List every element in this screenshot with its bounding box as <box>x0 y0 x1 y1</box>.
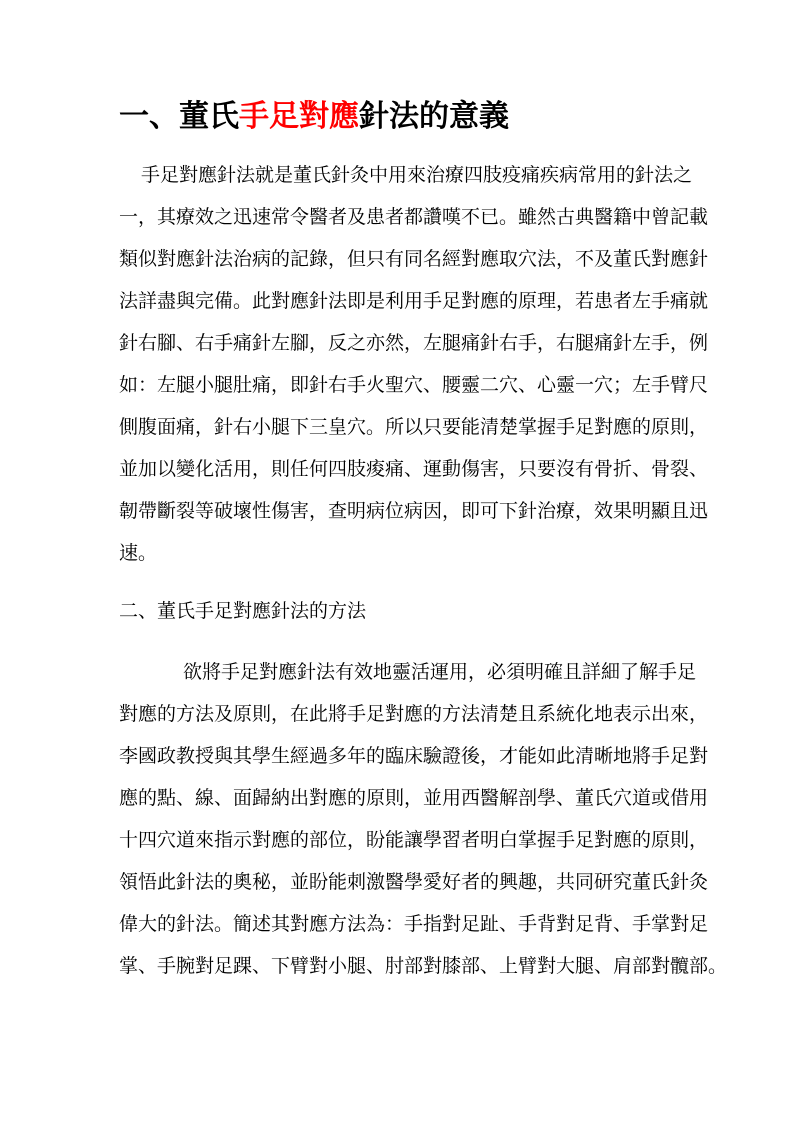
paragraph-2 <box>119 651 728 987</box>
paragraph-1-line: 韌帶斷裂等破壞性傷害，查明病位病因，即可下針治療，效果明顯且迅 <box>119 500 709 522</box>
paragraph-1-line: 速。 <box>119 542 158 564</box>
paragraph-2-line: 掌、手腕對足踝、下臂對小腿、肘部對膝部、上臂對大腿、肩部對髖部。 <box>119 955 728 977</box>
paragraph-1-line: 手足對應針法就是董氏針灸中用來治療四肢疫痛疾病常用的針法之 <box>141 164 693 186</box>
paragraph-1-line: 側腹面痛，針右小腿下三皇穴。所以只要能清楚掌握手足對應的原則， <box>119 416 709 438</box>
paragraph-1-line: 針右腳、右手痛針左腳，反之亦然，左腿痛針右手，右腿痛針左手，例 <box>119 332 709 354</box>
title-highlight: 手足對應 <box>239 99 359 134</box>
paragraph-1-line: 法詳盡與完備。此對應針法即是利用手足對應的原理，若患者左手痛就 <box>119 290 709 312</box>
paragraph-2-line: 偉大的針法。簡述其對應方法為：手指對足趾、手背對足背、手掌對足 <box>119 913 709 935</box>
paragraph-2-line: 應的點、線、面歸納出對應的原則，並用西醫解剖學、董氏穴道或借用 <box>119 787 709 809</box>
paragraph-1-line: 一，其療效之迅速常令醫者及患者都讚嘆不已。雖然古典醫籍中曾記載 <box>119 206 709 228</box>
paragraph-2-line: 欲將手足對應針法有效地靈活運用，必須明確且詳細了解手足 <box>183 661 697 683</box>
paragraph-1-line: 並加以變化活用，則任何四肢痠痛、運動傷害，只要沒有骨折、骨裂、 <box>119 458 709 480</box>
paragraph-1 <box>119 154 709 574</box>
title-prefix: 一、董氏 <box>119 99 239 134</box>
title-suffix: 針法的意義 <box>359 99 509 134</box>
paragraph-1-line: 如：左腿小腿肚痛，即針右手火聖穴、腰靈二穴、心靈一穴；左手臂尺 <box>119 374 709 396</box>
paragraph-2-line: 對應的方法及原則，在此將手足對應的方法清楚且系統化地表示出來， <box>119 703 709 725</box>
paragraph-2-line: 十四穴道來指示對應的部位，盼能讓學習者明白掌握手足對應的原則， <box>119 829 709 851</box>
section-2-heading: 二、董氏手足對應針法的方法 <box>119 600 367 622</box>
paragraph-2-line: 李國政教授與其學生經過多年的臨床驗證後，才能如此清晰地將手足對 <box>119 745 709 767</box>
paragraph-1-line: 類似對應針法治病的記錄，但只有同名經對應取穴法，不及董氏對應針 <box>119 248 709 270</box>
paragraph-2-line: 領悟此針法的奧秘，並盼能刺激醫學愛好者的興趣，共同研究董氏針灸 <box>119 871 709 893</box>
document-title <box>119 92 719 142</box>
